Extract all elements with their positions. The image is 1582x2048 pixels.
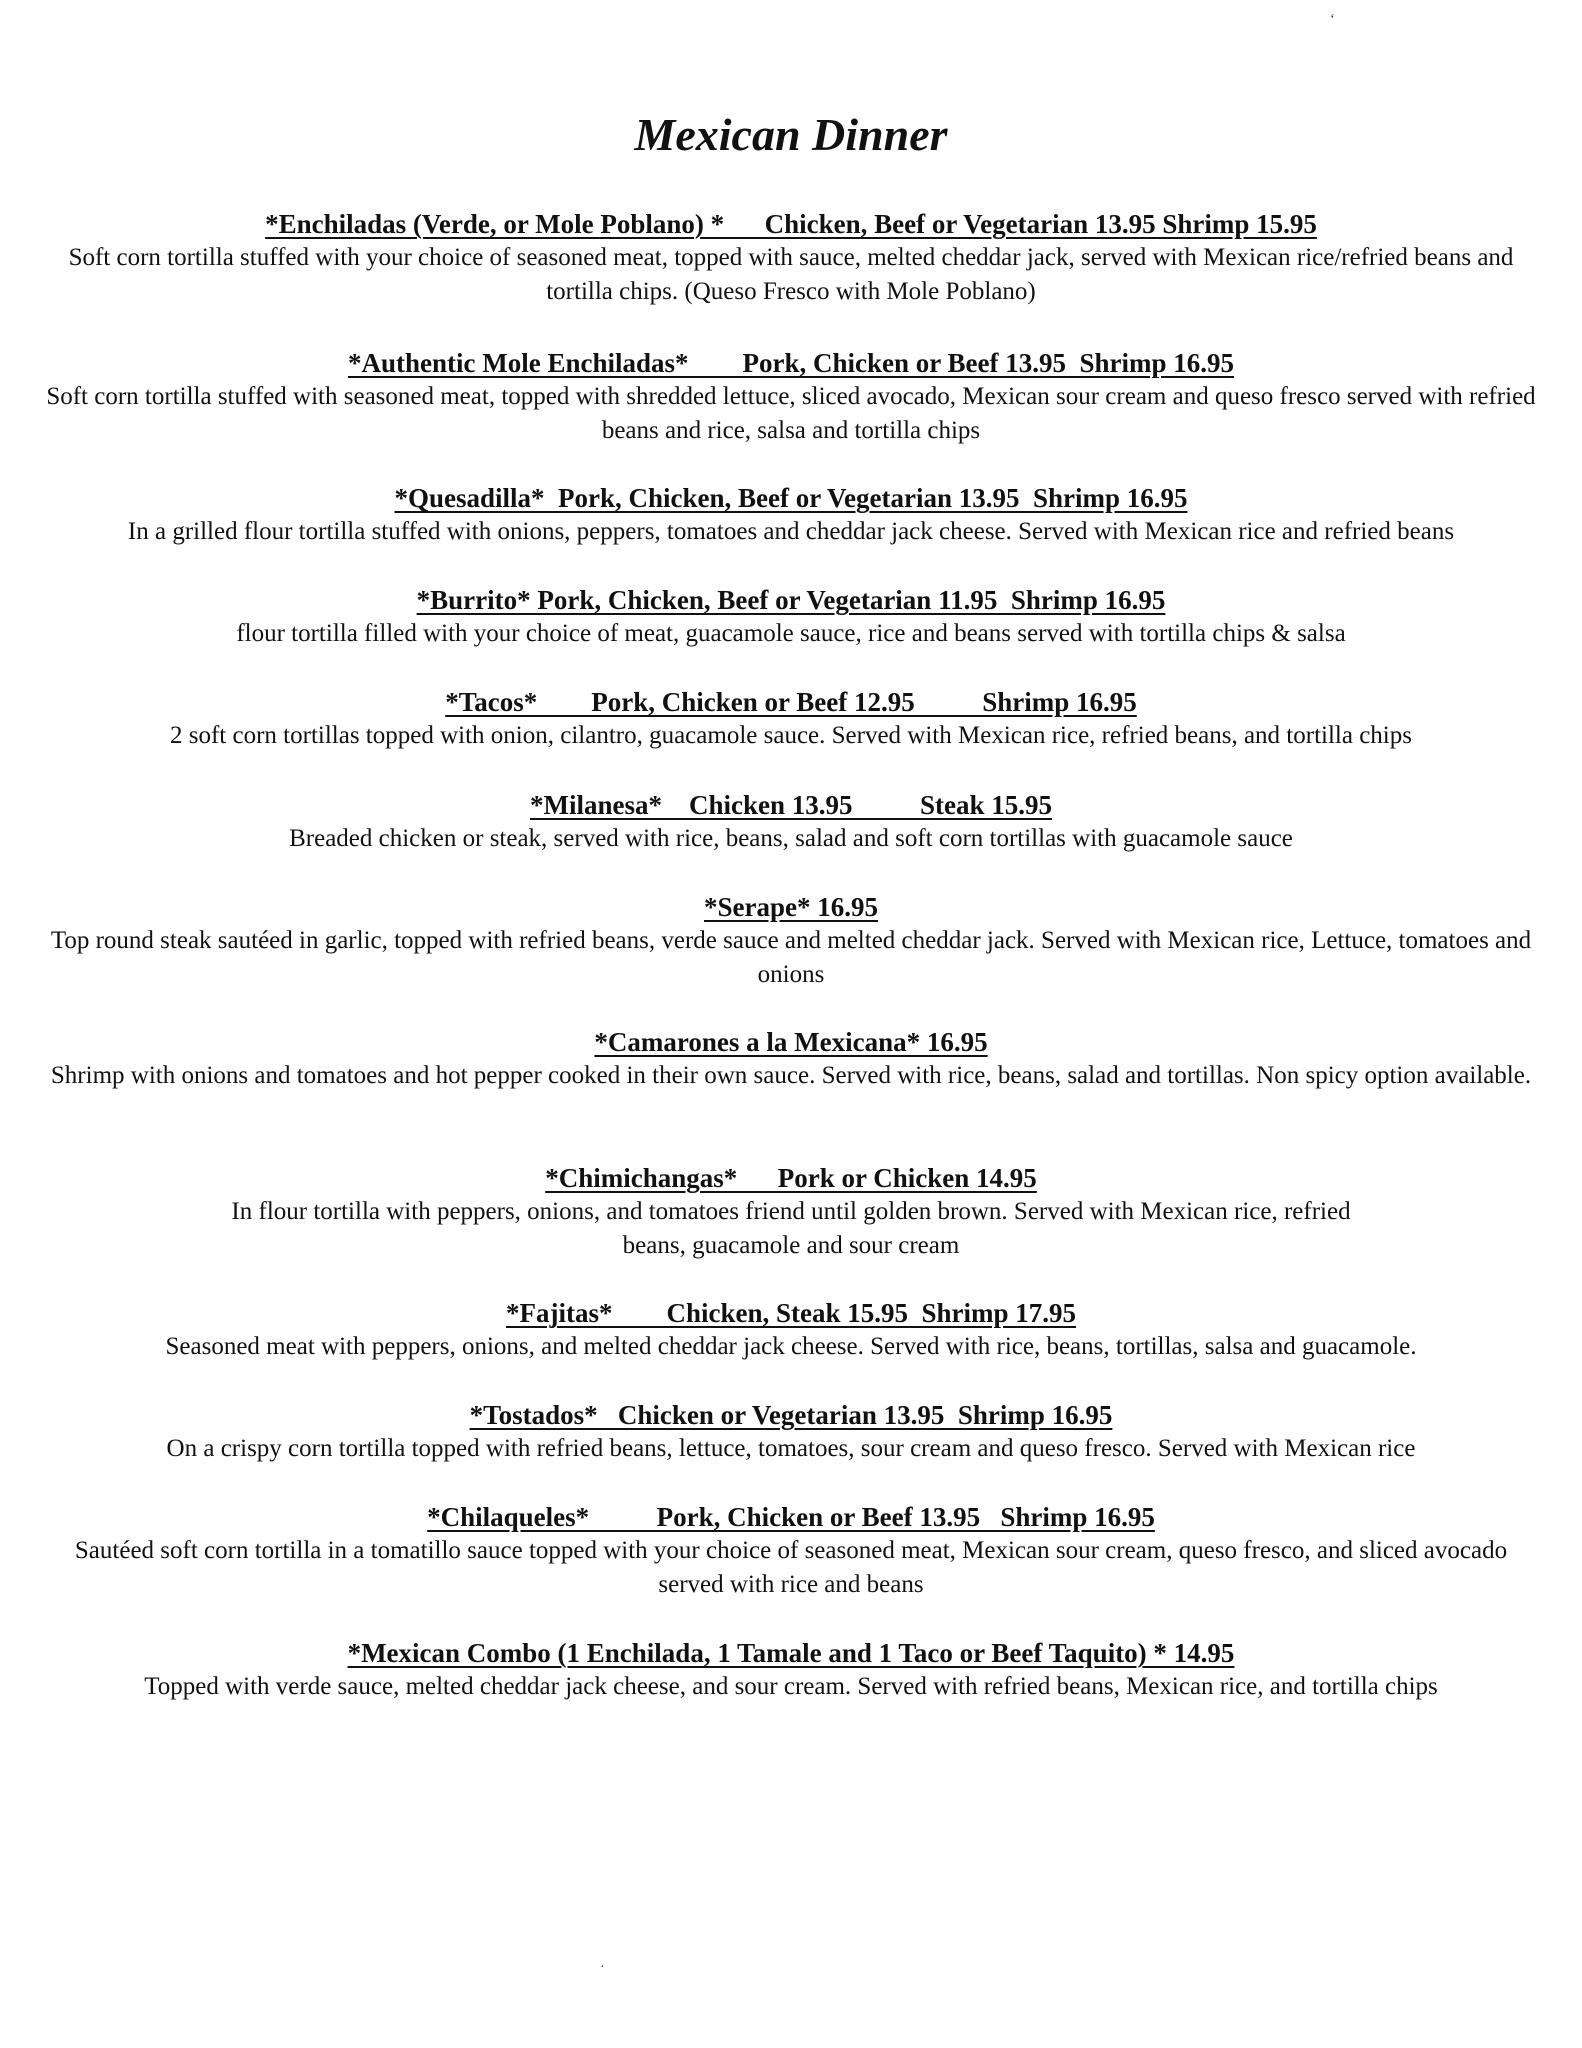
item-heading: *Fajitas* Chicken, Steak 15.95 Shrimp 17.95 — [505, 1298, 1077, 1328]
item-description: 2 soft corn tortillas topped with onion, cilantro, guacamole sauce. Served with Mexican rice, refried beans, and tortilla chips — [170, 722, 1412, 749]
menu-item-chimichangas — [40, 1161, 1542, 1263]
menu-item-tacos — [40, 685, 1542, 753]
menu-item-authentic-mole-enchiladas — [40, 346, 1542, 448]
item-heading: *Mexican Combo (1 Enchilada, 1 Tamale and 1 Taco or Beef Taquito) * 14.95 — [347, 1638, 1235, 1668]
menu-item-quesadilla — [40, 481, 1542, 549]
item-description: flour tortilla filled with your choice of meat, guacamole sauce, rice and beans served with tortilla chips & salsa — [236, 620, 1346, 647]
menu-item-milanesa — [40, 788, 1542, 856]
item-heading: *Quesadilla* Pork, Chicken, Beef or Vegetarian 13.95 Shrimp 16.95 — [394, 483, 1188, 513]
item-description: Seasoned meat with peppers, onions, and melted cheddar jack cheese. Served with rice, beans, tortillas, salsa and guacamole. — [165, 1333, 1417, 1360]
item-description: Sautéed soft corn tortilla in a tomatillo sauce topped with your choice of seasoned meat, Mexican sour cream, queso fresco, and sliced avocado served with rice and beans — [74, 1537, 1508, 1598]
scan-speck: · — [600, 1960, 605, 1975]
item-description: Breaded chicken or steak, served with rice, beans, salad and soft corn tortillas with guacamole sauce — [289, 825, 1293, 852]
item-heading: *Chimichangas* Pork or Chicken 14.95 — [545, 1163, 1037, 1193]
item-heading: *Enchiladas (Verde, or Mole Poblano) * Chicken, Beef or Vegetarian 13.95 Shrimp 15.95 — [265, 209, 1317, 239]
item-description: Soft corn tortilla stuffed with seasoned meat, topped with shredded lettuce, sliced avocado, Mexican sour cream and queso fresco served with refried beans and rice, salsa and tortilla chips — [46, 383, 1536, 444]
item-heading: *Camarones a la Mexicana* 16.95 — [594, 1027, 988, 1057]
menu-title: Mexican Dinner — [634, 109, 948, 160]
menu-item-chilaqueles — [40, 1500, 1542, 1602]
menu-item-burrito — [40, 583, 1542, 651]
menu-item-serape — [40, 890, 1542, 992]
item-heading: *Tacos* Pork, Chicken or Beef 12.95 Shrimp 16.95 — [445, 687, 1137, 717]
item-heading: *Chilaqueles* Pork, Chicken or Beef 13.95 Shrimp 16.95 — [427, 1502, 1155, 1532]
item-description: Top round steak sautéed in garlic, topped with refried beans, verde sauce and melted cheddar jack. Served with Mexican rice, Lettuce, tomatoes and onions — [50, 927, 1532, 988]
item-description: In a grilled flour tortilla stuffed with onions, peppers, tomatoes and cheddar jack cheese. Served with Mexican rice and refried beans — [127, 518, 1455, 545]
item-heading: *Tostados* Chicken or Vegetarian 13.95 Shrimp 16.95 — [469, 1400, 1113, 1430]
menu-item-camarones-a-la-mexicana — [40, 1025, 1542, 1093]
item-description: On a crispy corn tortilla topped with refried beans, lettuce, tomatoes, sour cream and queso fresco. Served with Mexican rice — [166, 1435, 1416, 1462]
item-description: In flour tortilla with peppers, onions, and tomatoes friend until golden brown. Served with Mexican rice, refried beans, guacamole and sour cream — [231, 1198, 1351, 1259]
item-heading: *Milanesa* Chicken 13.95 Steak 15.95 — [529, 790, 1053, 820]
menu-item-tostados — [40, 1398, 1542, 1466]
item-heading: *Burrito* Pork, Chicken, Beef or Vegetarian 11.95 Shrimp 16.95 — [416, 585, 1166, 615]
item-heading: *Serape* 16.95 — [704, 892, 878, 922]
menu-item-enchiladas — [40, 207, 1542, 309]
item-heading: *Authentic Mole Enchiladas* Pork, Chicken or Beef 13.95 Shrimp 16.95 — [347, 348, 1235, 378]
item-description: Soft corn tortilla stuffed with your choice of seasoned meat, topped with sauce, melted cheddar jack, served with Mexican rice/refried beans and tortilla chips. (Queso Fresco with Mole Poblano) — [68, 244, 1514, 305]
item-description: Topped with verde sauce, melted cheddar jack cheese, and sour cream. Served with refried beans, Mexican rice, and tortilla chips — [144, 1673, 1438, 1700]
menu-item-fajitas — [40, 1296, 1542, 1364]
item-description: Shrimp with onions and tomatoes and hot pepper cooked in their own sauce. Served with rice, beans, salad and tortillas. Non spicy option available. — [50, 1062, 1532, 1089]
menu-item-mexican-combo — [40, 1636, 1542, 1704]
scan-speck: ‘ — [1330, 12, 1335, 27]
